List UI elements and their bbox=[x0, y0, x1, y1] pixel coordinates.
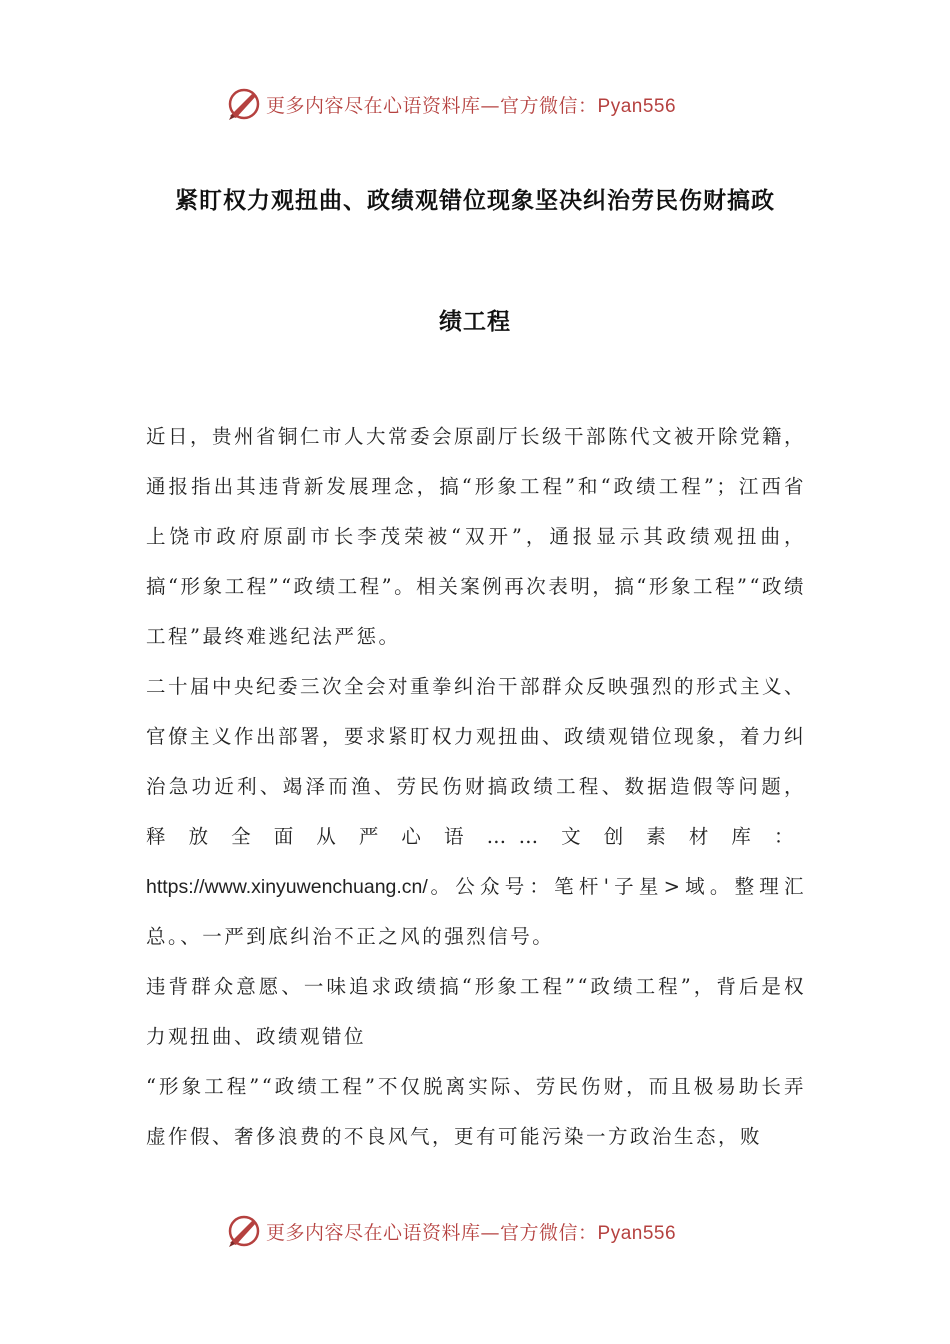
footer-banner bbox=[226, 1211, 676, 1251]
paragraph-2 bbox=[146, 662, 806, 962]
quill-logo-icon bbox=[226, 86, 262, 122]
quill-logo-icon bbox=[226, 1213, 262, 1249]
paragraph-4: “形象工程”“政绩工程”不仅脱离实际、劳民伤财，而且极易助长弄虚作假、奢侈浪费的不良风气，更有可能污染一方政治生态，败 bbox=[146, 1075, 806, 1148]
page-title-line-2: 绩工程 bbox=[439, 308, 511, 335]
article-body bbox=[146, 412, 806, 1162]
page-title-line-1: 紧盯权力观扭曲、政绩观错位现象坚决纠治劳民伤财搞政 bbox=[175, 187, 775, 214]
website-url: https://www.xinyuwenchuang.cn/ bbox=[146, 876, 428, 898]
paragraph-2-text: 二十届中央纪委三次全会对重拳纠治干部群众反映强烈的形式主义、官僚主义作出部署，要求紧盯权力观扭曲、政绩观错位现象，着力纠治急功近利、竭泽而渔、劳民伤财搞政绩工程、数据造假等问题， bbox=[146, 675, 807, 798]
paragraph-3: 违背群众意愿、一味追求政绩搞“形象工程”“政绩工程”，背后是权力观扭曲、政绩观错位 bbox=[146, 975, 806, 1048]
wechat-id: Pyan556 bbox=[597, 1222, 677, 1244]
banner-text: 更多内容尽在心语资料库—官方微信：Pyan556 bbox=[266, 94, 677, 117]
wechat-id: Pyan556 bbox=[597, 95, 677, 117]
paragraph-2-tail: 。公众号：笔杆'子星>域。整理汇总。、一严到底纠治不正之风的强烈信号。 bbox=[146, 875, 806, 948]
header-banner bbox=[226, 84, 676, 124]
spaced-line: 释放全面从严心语……文创素材库： bbox=[146, 825, 806, 848]
paragraph-1: 近日，贵州省铜仁市人大常委会原副厅长级干部陈代文被开除党籍，通报指出其违背新发展理念，搞“形象工程”和“政绩工程”；江西省上饶市政府原副市长李茂荣被“双开”，通报显示其政绩观扭曲，搞“形象工程”“政绩工程”。相关案例再次表明，搞“形象工程”“政绩工程”最终难逃纪法严惩。 bbox=[146, 425, 807, 648]
banner-text: 更多内容尽在心语资料库—官方微信：Pyan556 bbox=[266, 1221, 677, 1244]
